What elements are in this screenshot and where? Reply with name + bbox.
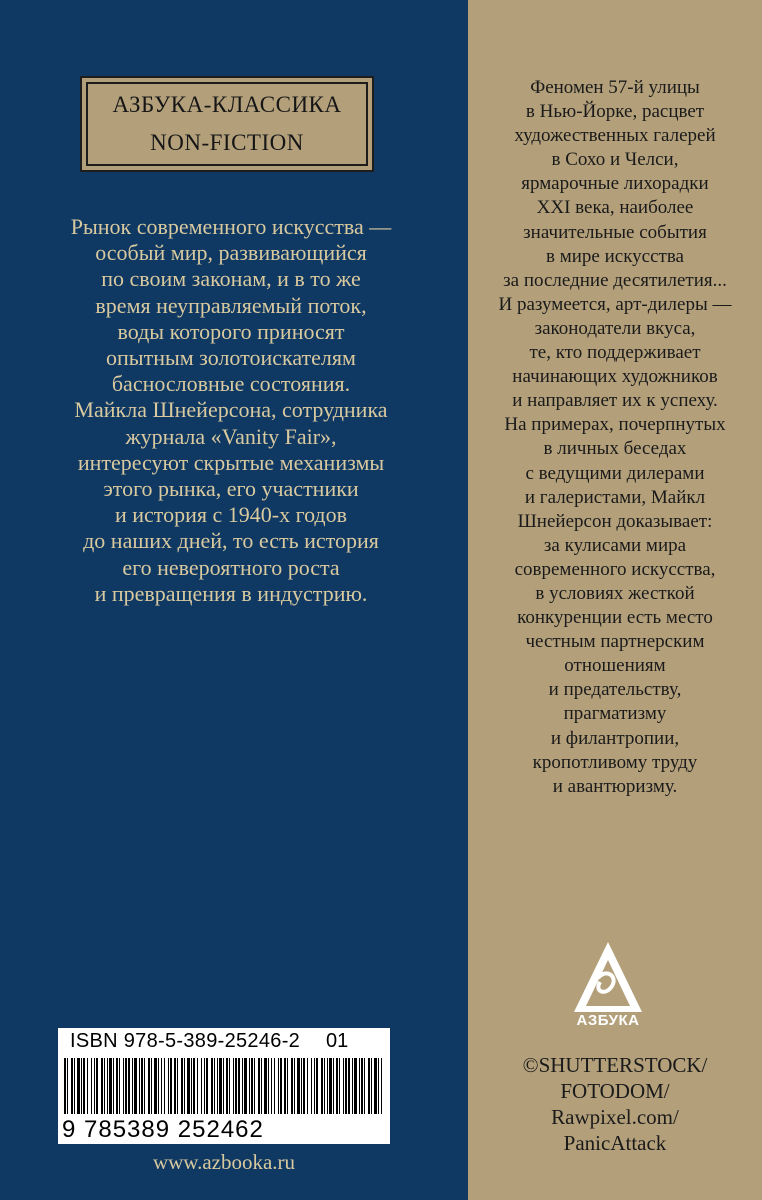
blurb-right-line: отношениям [564, 655, 666, 677]
blurb-left-line: опытным золотоискателям [106, 345, 356, 371]
blurb-right-line: Феномен 57-й улицы [530, 77, 700, 98]
blurb-right-line: те, кто поддерживает [529, 342, 701, 364]
publisher-name: АЗБУКА [576, 1012, 640, 1029]
credit-line: ©SHUTTERSTOCK/ [522, 1053, 708, 1077]
azbuka-triangle-logo-icon [570, 938, 646, 1016]
blurb-left-line: этого рынка, его участники [103, 476, 359, 502]
blurb-right-line: законодатели вкуса, [534, 317, 696, 339]
blurb-left-line: Майкла Шнейерсона, сотрудника [74, 397, 388, 423]
blurb-right-line: честным партнерским [525, 631, 705, 653]
blurb-right-line: и авантюризму. [552, 775, 678, 797]
blurb-left-line: его невероятного роста [122, 554, 340, 580]
ean-digits: 9 785389 252462 [62, 1116, 264, 1143]
blurb-right-line: современного искусства, [514, 558, 716, 580]
blurb-left-line: воды которого приносят [117, 318, 345, 344]
blurb-left-line: и история с 1940-х годов [114, 502, 348, 528]
blurb-right-line: художественных галерей [514, 125, 716, 147]
series-subtitle: NON-FICTION [150, 130, 304, 155]
blurb-left-line: до наших дней, то есть история [83, 528, 379, 554]
series-label-box [80, 76, 374, 172]
blurb-left [20, 214, 442, 607]
blurb-right-line: в Сохо и Челси, [551, 149, 679, 171]
blurb-right-line: конкуренции есть место [517, 607, 713, 629]
blurb-left-line: по своим законам, и в то же [101, 266, 361, 292]
blurb-right-line: в мире искусства [546, 245, 684, 267]
blurb-right-line: значительные события [523, 221, 707, 243]
blurb-right-line: за последние десятилетия... [503, 269, 727, 291]
photo-credits [474, 1052, 756, 1156]
blurb-right-line: начинающих художников [512, 366, 718, 388]
blurb-left-line: время неуправляемый поток, [95, 292, 367, 318]
blurb-right-line: Шнейерсон доказывает: [517, 510, 713, 532]
blurb-left-line: особый мир, развивающийся [95, 240, 367, 266]
isbn-label: ISBN 978-5-389-25246-2 [70, 1030, 301, 1052]
blurb-right-line: XXI века, наиболее [536, 197, 694, 219]
blurb-left-line: интересуют скрытые механизмы [77, 449, 385, 475]
blurb-right-line: и направляет их к успеху. [512, 390, 718, 412]
blurb-right-line: в условиях жесткой [535, 582, 695, 604]
credit-line: FOTODOM/ [560, 1079, 670, 1103]
blurb-right-line: и предательству, [548, 679, 682, 701]
credit-line: Rawpixel.com/ [551, 1105, 679, 1129]
blurb-left-line: Рынок современного искусства — [70, 214, 392, 239]
blurb-right-line: прагматизму [563, 703, 667, 725]
blurb-right-line: На примерах, почерпнутых [504, 414, 726, 436]
blurb-right-line: кропотливому труду [532, 751, 698, 773]
credit-line: PanicAttack [563, 1131, 667, 1155]
isbn-barcode [58, 1028, 390, 1144]
publisher-website: www.azbooka.ru [152, 1150, 296, 1174]
blurb-left-line: журнала «Vanity Fair», [125, 423, 337, 449]
blurb-right-line: ярмарочные лихорадки [521, 173, 709, 195]
blurb-right-line: за кулисами мира [543, 534, 687, 556]
blurb-left-line: баснословные состояния. [111, 371, 351, 397]
blurb-right-line: в Нью-Йорке, расцвет [525, 101, 705, 123]
series-name: АЗБУКА-КЛАССИКА [112, 92, 342, 117]
blurb-right-line: в личных беседах [543, 438, 687, 460]
blurb-right-line: И разумеется, арт-дилеры — [498, 293, 732, 315]
blurb-right [474, 76, 756, 799]
blurb-right-line: с ведущими дилерами [525, 462, 705, 484]
isbn-addon: 01 [326, 1030, 349, 1052]
blurb-right-line: и филантропии, [550, 727, 680, 749]
blurb-left-line: и превращения в индустрию. [94, 580, 368, 606]
blurb-right-line: и галеристами, Майкл [524, 486, 706, 508]
